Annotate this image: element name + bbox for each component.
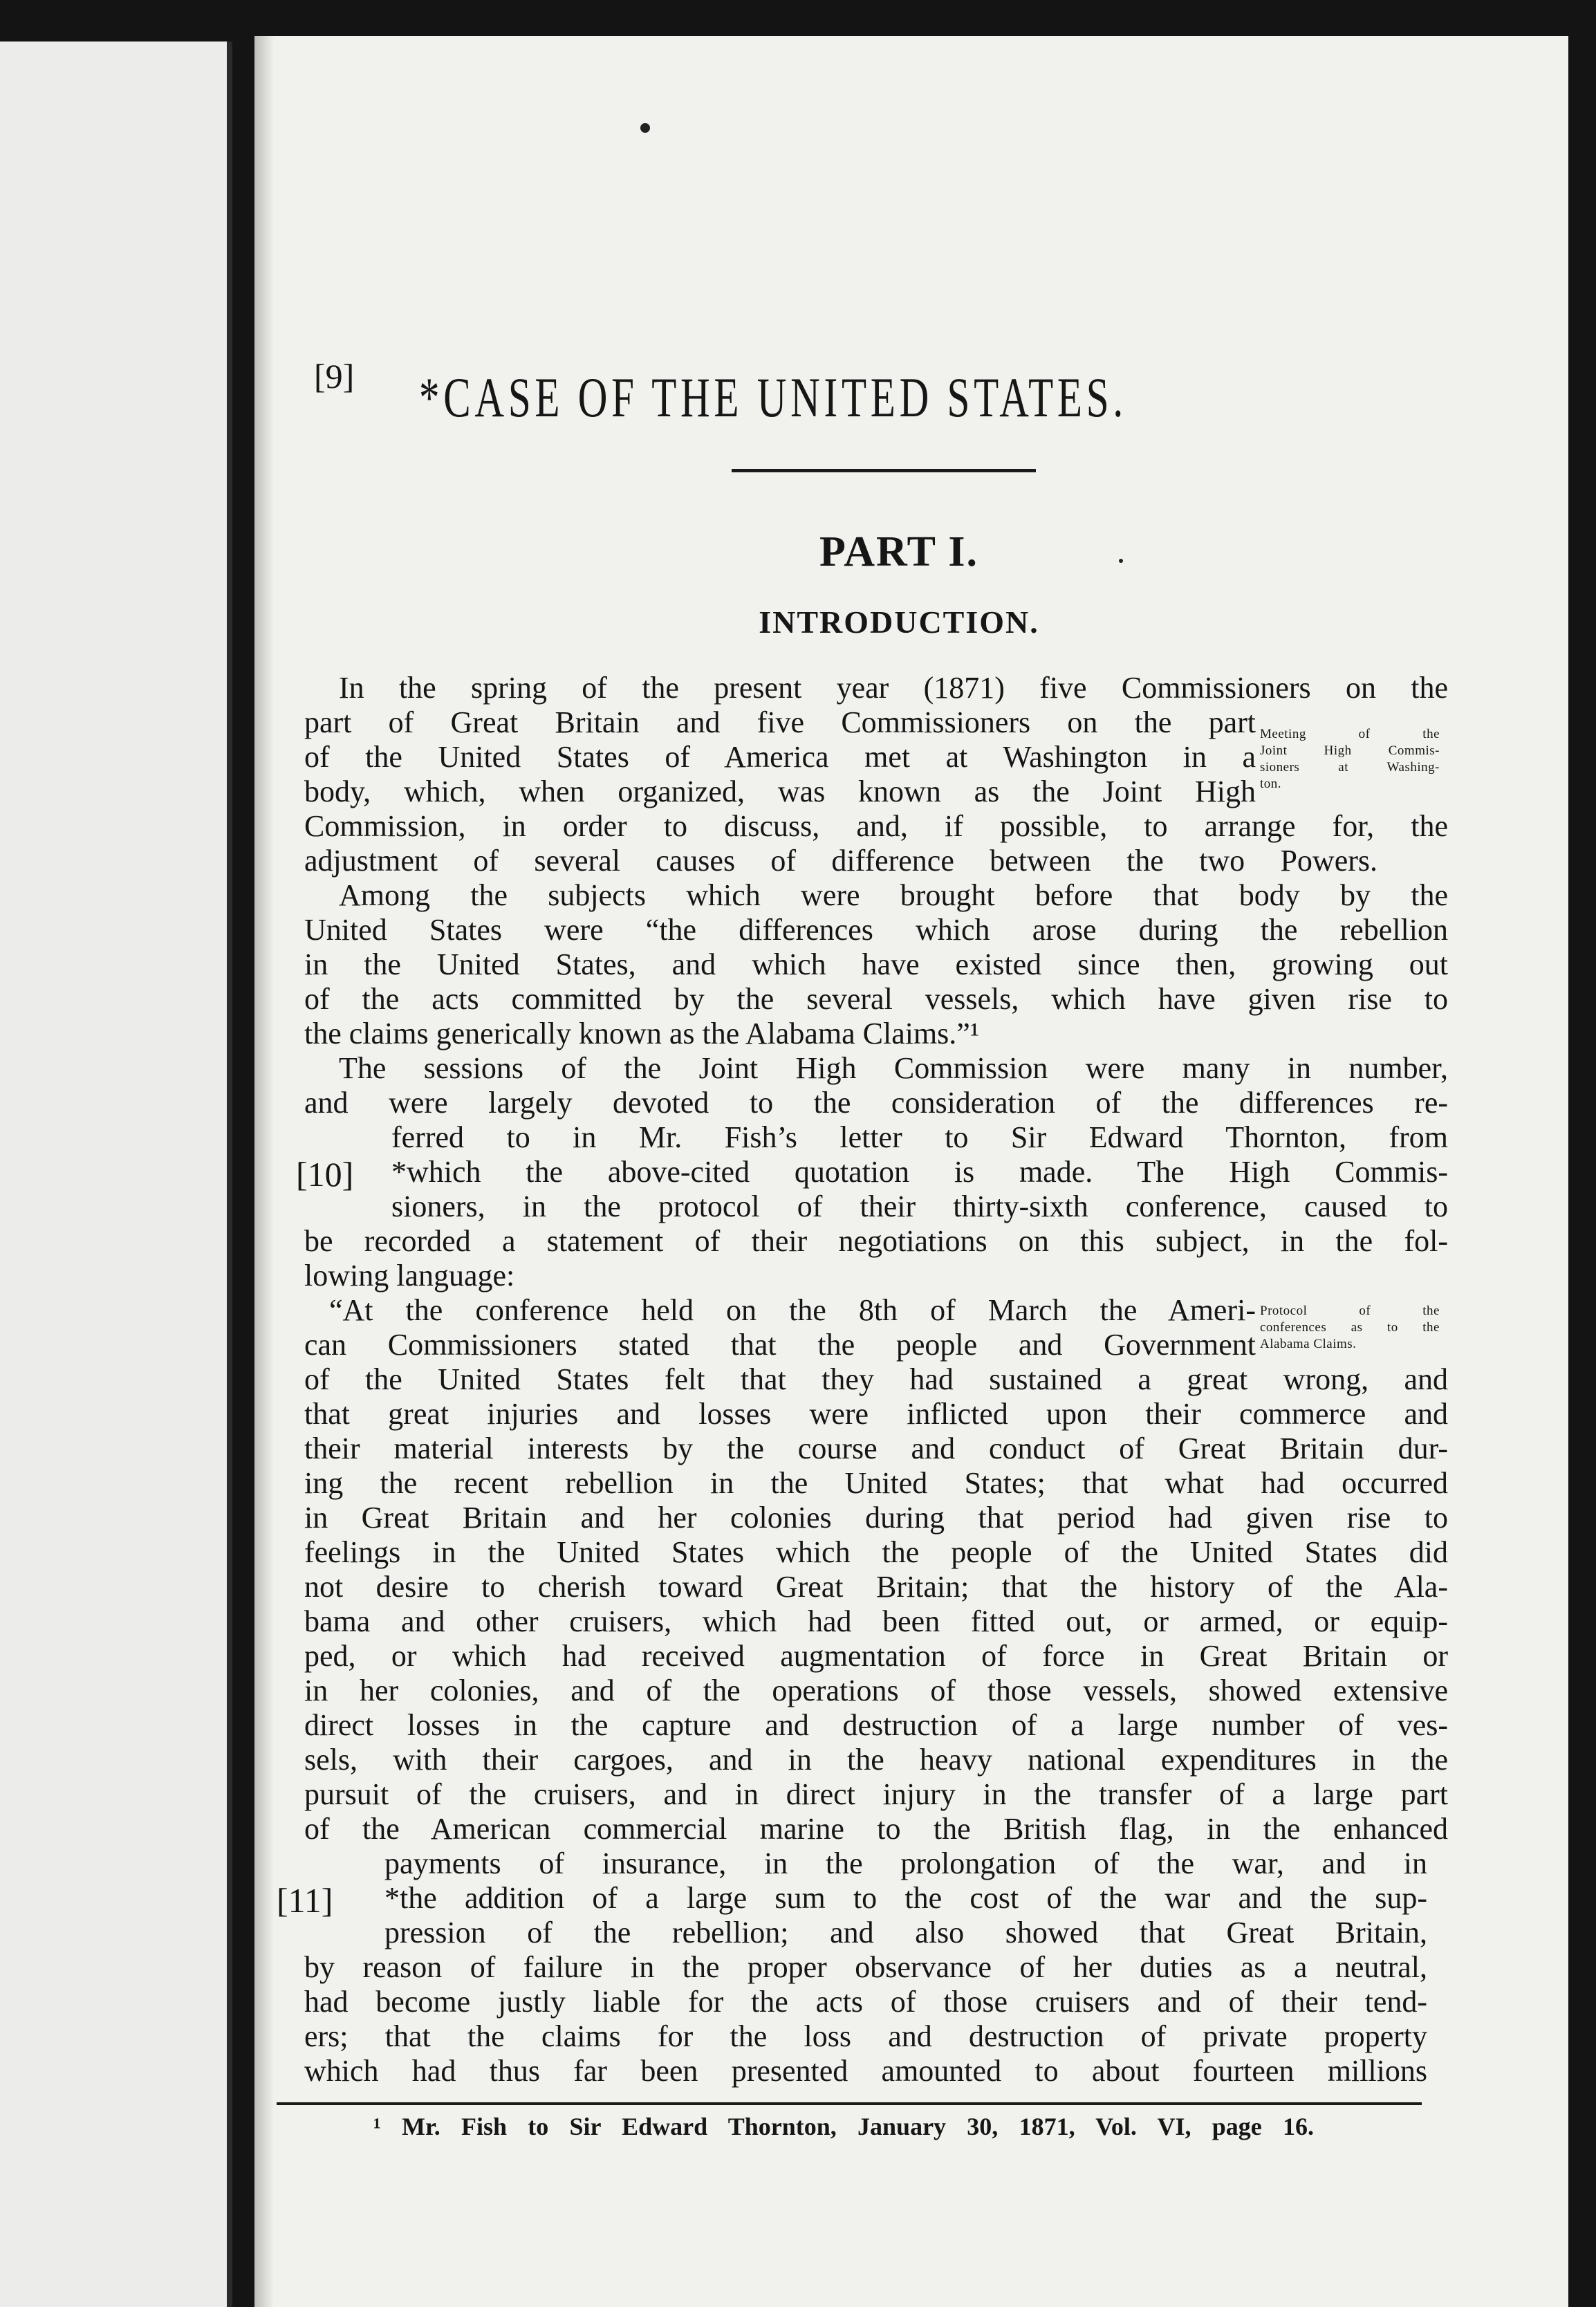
text-line: feelings in the United States which the people of the United States did — [304, 1535, 1448, 1569]
text-line: of the United States of America met at Washington in a — [304, 740, 1256, 774]
text-line: United States were “the differences which arose during the rebellion — [304, 913, 1448, 947]
text-line: sioners, in the protocol of their thirty-sixth conference, caused to — [391, 1189, 1448, 1223]
text-line: sels, with their cargoes, and in the heavy national expenditures in the — [304, 1743, 1448, 1777]
text-line: can Commissioners stated that the people and Government — [304, 1328, 1256, 1362]
ink-speck — [640, 123, 650, 133]
text-line: their material interests by the course and conduct of Great Britain dur- — [304, 1432, 1448, 1465]
text-line: by reason of failure in the proper observance of her duties as a neutral, — [304, 1950, 1427, 1984]
text-line: body, which, when organized, was known as the Joint High — [304, 775, 1256, 808]
text-line: ers; that the claims for the loss and destruction of private property — [304, 2019, 1427, 2053]
text-line: of the American commercial marine to the British flag, in the enhanced — [304, 1812, 1448, 1846]
text-line: of the United States felt that they had sustained a great wrong, and — [304, 1362, 1448, 1396]
footnote-rule — [277, 2102, 1422, 2105]
page-marker-10: [10] — [296, 1155, 354, 1194]
page-marker-top: [9] — [314, 357, 355, 396]
text-line: bama and other cruisers, which had been fitted out, or armed, or equip- — [304, 1604, 1448, 1638]
text-line: the claims generically known as the Alabama Claims.”¹ — [304, 1017, 980, 1050]
text-line: that great injuries and losses were inflicted upon their commerce and — [304, 1397, 1448, 1431]
margin-note-protocol: Protocol of the conferences as to the Alabama Claims. — [1260, 1304, 1440, 1351]
text-line: lowing language: — [304, 1259, 515, 1293]
page-title: *CASE OF THE UNITED STATES. — [419, 366, 1127, 429]
text-line: payments of insurance, in the prolongation of the war, and in — [384, 1846, 1427, 1880]
text-line: Commission, in order to discuss, and, if possible, to arrange for, the — [304, 809, 1448, 843]
title-rule — [732, 469, 1036, 472]
margin-note-meeting: Meeting of the Joint High Commis- sioners at Washing- ton. — [1260, 727, 1440, 791]
section-heading: INTRODUCTION. — [759, 604, 1039, 640]
text-line: The sessions of the Joint High Commission were many in number, — [339, 1051, 1448, 1085]
text-line: ferred to in Mr. Fish’s letter to Sir Edward Thornton, from — [391, 1120, 1448, 1154]
page-fold-shadow — [254, 36, 274, 2307]
part-heading: PART I. — [819, 528, 978, 575]
ink-speck — [1119, 559, 1123, 563]
text-line: in Great Britain and her colonies during that period had given rise to — [304, 1501, 1448, 1535]
text-line: adjustment of several causes of difference between the two Powers. — [304, 844, 1377, 878]
text-line: had become justly liable for the acts of those cruisers and of their tend- — [304, 1985, 1427, 2019]
text-line: pursuit of the cruisers, and in direct injury in the transfer of a large part — [304, 1777, 1448, 1811]
page-marker-11: [11] — [277, 1881, 333, 1920]
text-line: *which the above-cited quotation is made. The High Commis- — [391, 1155, 1448, 1189]
text-line: of the acts committed by the several vessels, which have given rise to — [304, 982, 1448, 1016]
text-line: “At the conference held on the 8th of March the Ameri- — [329, 1293, 1256, 1327]
text-line: pression of the rebellion; and also showed that Great Britain, — [384, 1916, 1427, 1949]
text-line: and were largely devoted to the consideration of the differences re- — [304, 1086, 1448, 1120]
text-line: which had thus far been presented amounted to about fourteen millions — [304, 2054, 1427, 2088]
text-line: Among the subjects which were brought before that body by the — [339, 878, 1448, 912]
text-line: in the United States, and which have existed since then, growing out — [304, 947, 1448, 981]
footnote: ¹ Mr. Fish to Sir Edward Thornton, January 30, 1871, Vol. VI, page 16. — [373, 2113, 1314, 2140]
facing-page — [0, 41, 232, 2307]
text-line: *the addition of a large sum to the cost of the war and the sup- — [384, 1881, 1427, 1915]
text-line: part of Great Britain and five Commissioners on the part — [304, 705, 1256, 739]
text-line: ped, or which had received augmentation of force in Great Britain or — [304, 1639, 1448, 1673]
text-line: In the spring of the present year (1871) five Commissioners on the — [339, 671, 1448, 705]
text-line: direct losses in the capture and destruction of a large number of ves- — [304, 1708, 1448, 1742]
text-line: in her colonies, and of the operations of those vessels, showed extensive — [304, 1674, 1448, 1707]
text-line: not desire to cherish toward Great Britain; that the history of the Ala- — [304, 1570, 1448, 1604]
text-line: be recorded a statement of their negotiations on this subject, in the fol- — [304, 1224, 1448, 1258]
text-line: ing the recent rebellion in the United States; that what had occurred — [304, 1466, 1448, 1500]
